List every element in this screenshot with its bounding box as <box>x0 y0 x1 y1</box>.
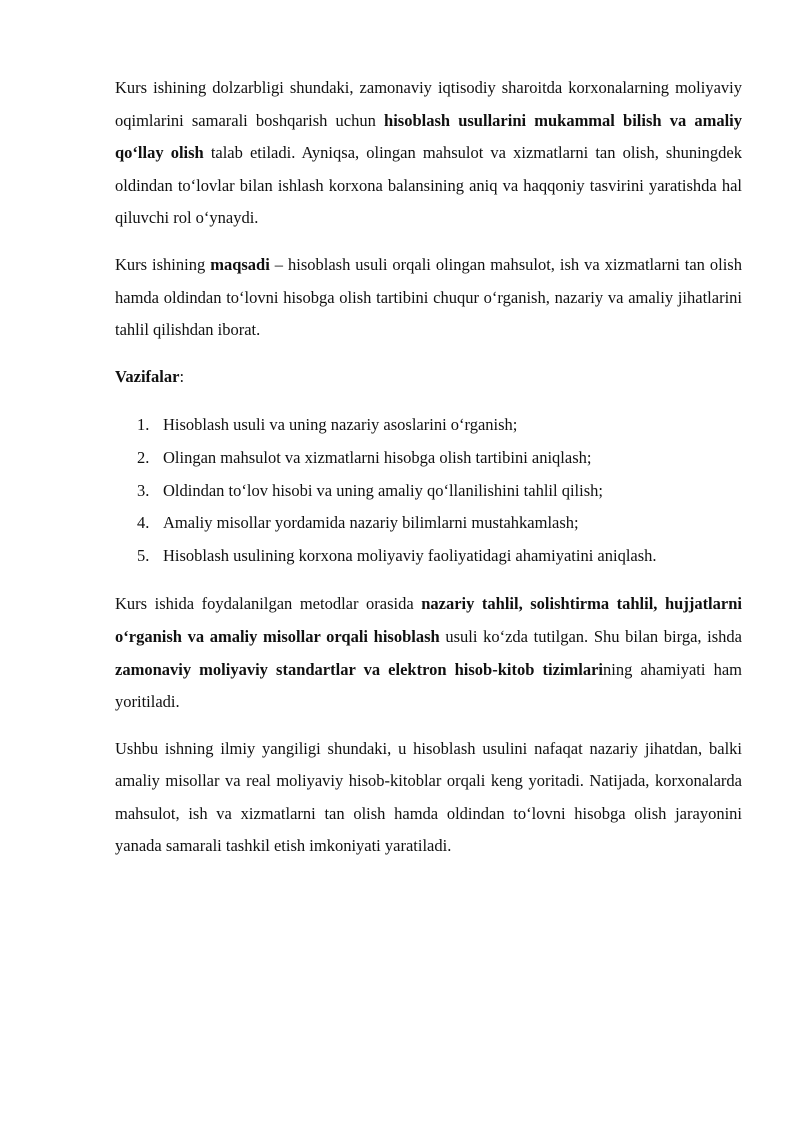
tasks-heading-colon: : <box>179 366 185 386</box>
list-item-text: Oldindan to‘lov hisobi va uning amaliy qo‘llanilishini tahlil qilish; <box>163 480 603 500</box>
list-item-text: Hisoblash usuli va uning nazariy asoslarini o‘rganish; <box>163 415 518 435</box>
emphasis-text: nazariy tahlil, solishtirma tahlil, hujjatlarni o‘rganish va amaliy misollar orqali hisoblash <box>115 594 742 646</box>
tasks-heading-label: Vazifalar <box>115 366 180 386</box>
emphasis-text: zamonaviy moliyaviy standartlar va elektron hisob-kitob tizimlari <box>115 659 603 679</box>
document-page <box>115 72 742 877</box>
list-item-text: Hisoblash usulining korxona moliyaviy faoliyatidagi ahamiyatini aniqlash. <box>163 545 657 565</box>
paragraph-text: usuli ko‘zda tutilgan. Shu bilan birga, ishda <box>439 626 742 646</box>
list-item-number: 3. <box>137 480 150 500</box>
emphasis-text: maqsadi <box>210 254 270 274</box>
tasks-heading <box>115 361 742 394</box>
list-item <box>137 409 742 442</box>
paragraph-text: Kurs ishida foydalanilgan metodlar orasida <box>115 594 422 614</box>
paragraph-text: Kurs ishining <box>115 254 211 274</box>
list-item-number: 5. <box>137 545 150 565</box>
paragraph-text: Kurs ishining dolzarbligi shundaki, zamonaviy iqtisodiy sharoitda korxonalarning moliyaviy oqimlarini samarali boshqarish uchun <box>115 78 742 130</box>
emphasis-text: hisoblash usullarini mukammal bilish va amaliy qo‘llay olish <box>115 110 743 163</box>
paragraph-goal <box>115 249 742 347</box>
paragraph-text: Ushbu ishning ilmiy yangiligi shundaki, u hisoblash usulini nafaqat nazariy jihatdan, balki amaliy misollar va real moliyaviy hisob-kitoblar orqali keng yoritadi. Natijada, korxonalarda mahsulot, ish va xizmatlarni tan olish hamda oldindan to‘lovni hisobga olish jarayonini yanada samarali tashkil etish imkoniyati yaratiladi. <box>115 738 742 856</box>
list-item-number: 1. <box>137 415 150 435</box>
list-item <box>137 507 742 540</box>
paragraph-relevance <box>115 72 742 235</box>
list-item-number: 2. <box>137 447 150 467</box>
list-item-text: Amaliy misollar yordamida nazariy bilimlarni mustahkamlash; <box>163 513 579 533</box>
paragraph-text: ning ahamiyati ham yoritiladi. <box>115 659 742 712</box>
list-item-text: Olingan mahsulot va xizmatlarni hisobga olish tartibini aniqlash; <box>163 447 592 467</box>
paragraph-novelty <box>115 733 742 863</box>
tasks-list <box>115 409 742 572</box>
list-item-number: 4. <box>137 513 150 533</box>
paragraph-text: talab etiladi. Ayniqsa, olingan mahsulot va xizmatlarni tan olish, shuningdek oldindan to‘lovlar bilan ishlash korxona balansining aniq va haqqoniy tasvirini yaratishda hal qiluvchi rol o‘ynaydi. <box>115 143 742 228</box>
paragraph-text: – hisoblash usuli orqali olingan mahsulot, ish va xizmatlarni tan olish hamda oldindan to‘lovni hisobga olish tartibini chuqur o‘rganish, nazariy va amaliy jihatlarini tahlil qilishdan iborat. <box>115 254 742 340</box>
list-item <box>137 475 742 508</box>
list-item <box>137 540 742 573</box>
list-item <box>137 442 742 475</box>
paragraph-methods <box>115 588 742 718</box>
